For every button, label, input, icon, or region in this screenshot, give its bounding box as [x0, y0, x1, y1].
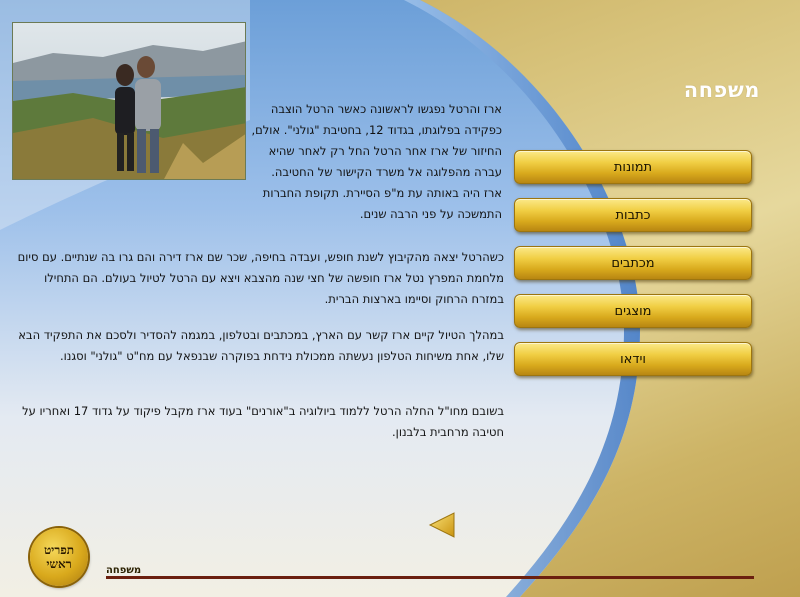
menu-button-articles[interactable]: כתבות: [514, 198, 752, 232]
back-arrow-icon[interactable]: [428, 512, 456, 538]
story-paragraph-4: בשובם מחו"ל החלה הרטל ללמוד ביולוגיה ב"אורנים" בעוד ארז מקבל פיקוד על גדוד 17 ואחריו על חטיבה מרחבית בלבנון.: [22, 404, 504, 439]
menu-button-letters[interactable]: מכתבים: [514, 246, 752, 280]
story-paragraph-3: במהלך הטיול קיים ארז קשר עם הארץ, במכתבים ובטלפון, במגמה להסדיר ולסכם את התפקיד הבא שלו, אחת משיחות הטלפון נעשתה ממכולת נידחת בפוקרה שבנפאל עם מח"ט "גולני" וסגנו.: [18, 328, 504, 363]
page-title: משפחה: [683, 78, 760, 102]
main-menu-logo-button[interactable]: [30, 528, 88, 586]
couple-photo: [12, 22, 246, 180]
menu-button-video[interactable]: וידאו: [514, 342, 752, 376]
footer-divider: [106, 576, 754, 579]
story-paragraph-2: כשהרטל יצאה מהקיבוץ לשנת חופש, ועבדה בחיפה, שכר שם ארז דירה והם גרו בה שנתיים. עם סיום מלחמת המפרץ נטל ארז חופשה של חצי שנה מהצבא ויצא עם הרטל לטיול בעולם. הם התחילו במזרח הרחוק וסיימו בארצות הברית.: [17, 250, 504, 306]
logo-line-2: ראשי: [46, 557, 72, 571]
footer-breadcrumb: משפחה: [106, 565, 142, 576]
menu-button-photos[interactable]: תמונות: [514, 150, 752, 184]
story-paragraph-1: ארז והרטל נפגשו לראשונה כאשר הרטל הוצבה כפקידה בפלוגתו, בגדוד 12, בחטיבת "גולני". אולם, החיזור של ארז אחר הרטל החל רק לאחר שהיא עברה מהפלוגה אל משרד הקישור של החטיבה. ארז היה באותה עת מ"פ הסיירת. תקופת החברות התמשכה על פני הרבה שנים.: [251, 102, 502, 221]
logo-line-1: תפריט: [43, 543, 75, 557]
menu-button-exhibits[interactable]: מוצגים: [514, 294, 752, 328]
